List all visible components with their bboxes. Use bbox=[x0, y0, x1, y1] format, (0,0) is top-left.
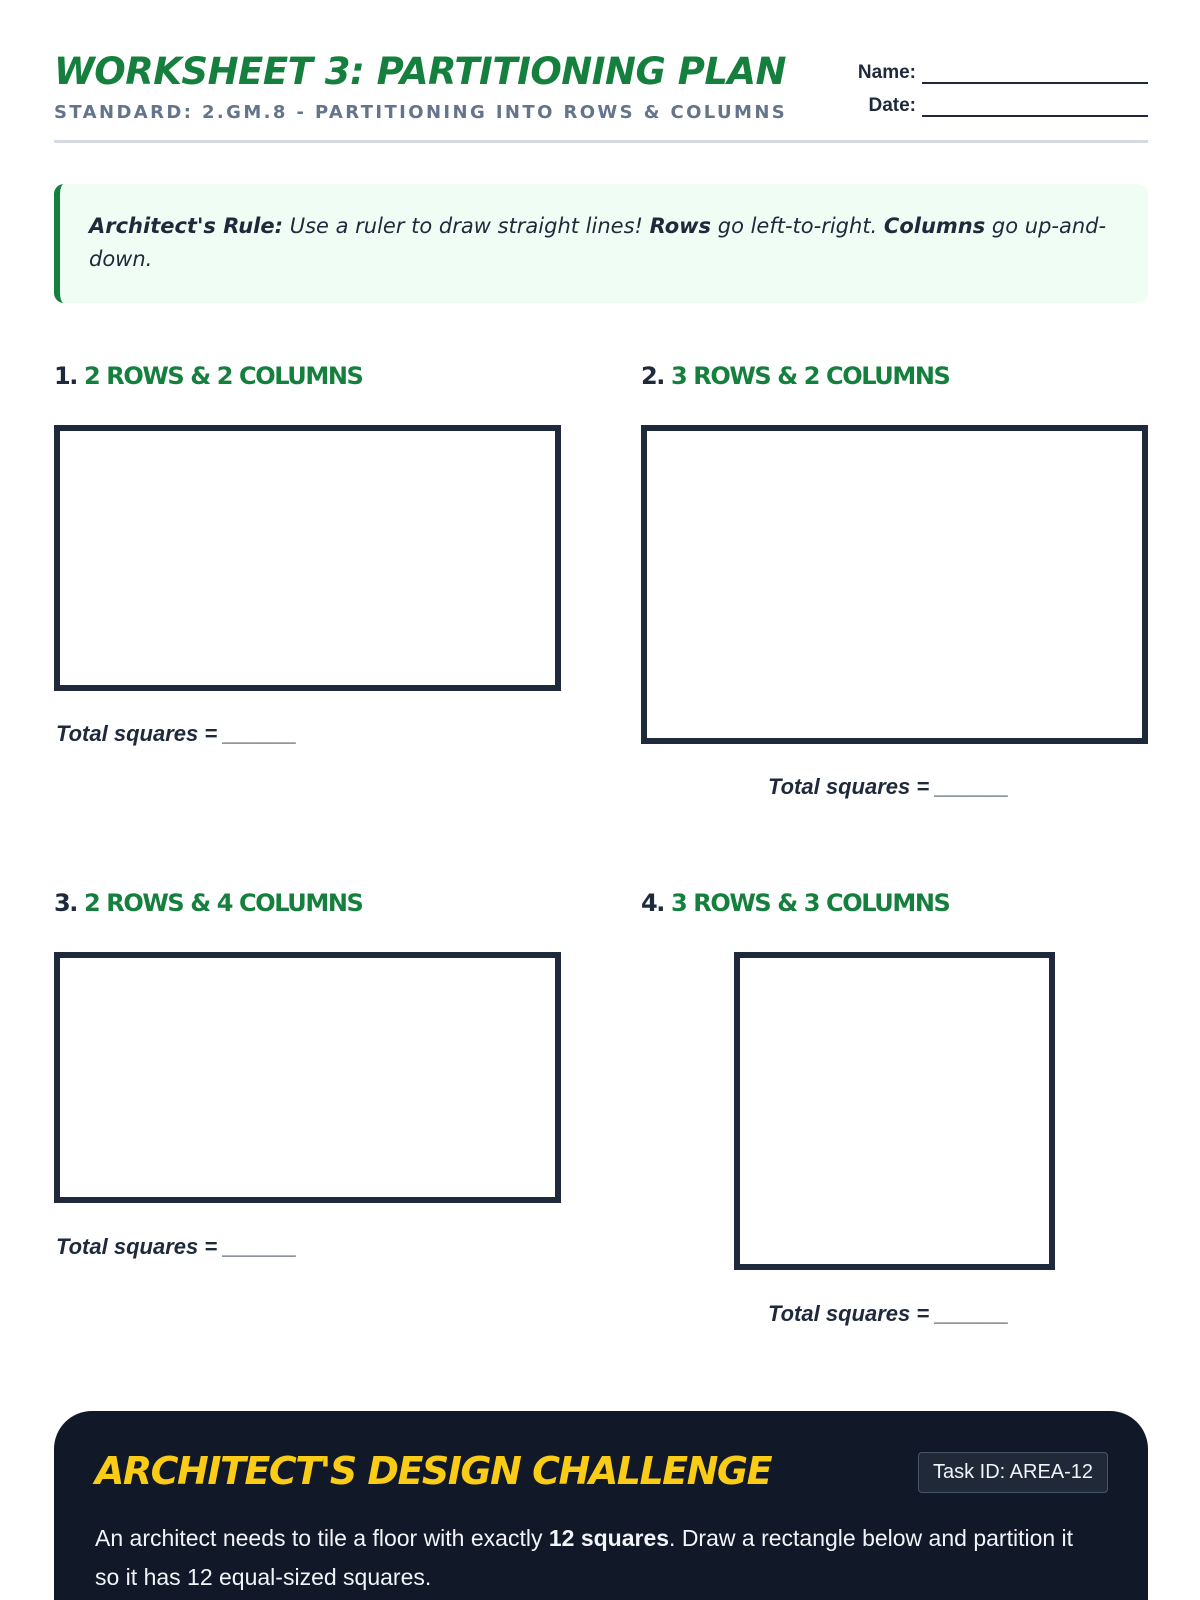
problem-number: 2. bbox=[641, 362, 665, 390]
design-challenge-panel bbox=[54, 1411, 1148, 1600]
rows-word: Rows bbox=[649, 214, 712, 238]
problem-label: 2 ROWS & 2 COLUMNS bbox=[84, 362, 363, 390]
name-label: Name: bbox=[857, 62, 916, 83]
problem-number: 3. bbox=[54, 889, 78, 917]
header-divider bbox=[54, 140, 1148, 143]
problem-number: 1. bbox=[54, 362, 78, 390]
total-squares-1[interactable]: Total squares = ______ bbox=[56, 721, 297, 746]
challenge-text-1: An architect needs to tile a floor with exactly bbox=[95, 1525, 549, 1551]
problem-heading bbox=[54, 889, 362, 917]
rule-text-1: Use a ruler to draw straight lines! bbox=[283, 214, 650, 238]
challenge-title: ARCHITECT'S DESIGN CHALLENGE bbox=[95, 1449, 772, 1493]
page-title: WORKSHEET 3: PARTITIONING PLAN bbox=[54, 50, 787, 93]
standard-subtitle: STANDARD: 2.GM.8 - PARTITIONING INTO ROWS & COLUMNS bbox=[54, 102, 788, 123]
date-label: Date: bbox=[868, 95, 916, 116]
challenge-instructions bbox=[95, 1519, 1095, 1597]
rule-text-2: go left-to-right. bbox=[711, 214, 884, 238]
problem-label: 3 ROWS & 3 COLUMNS bbox=[671, 889, 950, 917]
total-squares-3[interactable]: Total squares = ______ bbox=[56, 1234, 297, 1259]
date-blank-line[interactable] bbox=[922, 97, 1148, 117]
name-field[interactable] bbox=[858, 62, 1148, 84]
architect-rule-callout bbox=[54, 184, 1148, 303]
problem-heading bbox=[54, 362, 362, 390]
problem-number: 4. bbox=[641, 889, 665, 917]
columns-word: Columns bbox=[883, 214, 986, 238]
problem-3 bbox=[54, 889, 362, 917]
total-squares-4[interactable]: Total squares = ______ bbox=[768, 1301, 1009, 1326]
drawing-rectangle-2[interactable] bbox=[641, 425, 1148, 744]
problem-4 bbox=[641, 889, 949, 917]
challenge-bold: 12 squares bbox=[548, 1525, 670, 1551]
rule-text-3: go up-and-down. bbox=[89, 214, 1107, 271]
drawing-square-4[interactable] bbox=[734, 952, 1055, 1270]
problem-heading bbox=[641, 889, 949, 917]
task-id-badge: Task ID: AREA-12 bbox=[918, 1452, 1108, 1493]
name-blank-line[interactable] bbox=[922, 64, 1148, 84]
challenge-text-2: . Draw a rectangle below and partition it so it has 12 equal-sized squares. bbox=[95, 1525, 1074, 1590]
drawing-rectangle-1[interactable] bbox=[54, 425, 561, 691]
date-field[interactable] bbox=[868, 95, 1148, 117]
problem-label: 2 ROWS & 4 COLUMNS bbox=[84, 889, 363, 917]
problem-1 bbox=[54, 362, 362, 390]
total-squares-2[interactable]: Total squares = ______ bbox=[768, 774, 1009, 799]
problem-2 bbox=[641, 362, 949, 390]
problem-label: 3 ROWS & 2 COLUMNS bbox=[671, 362, 950, 390]
drawing-rectangle-3[interactable] bbox=[54, 952, 561, 1203]
problem-heading bbox=[641, 362, 949, 390]
rule-label: Architect's Rule: bbox=[89, 214, 284, 238]
